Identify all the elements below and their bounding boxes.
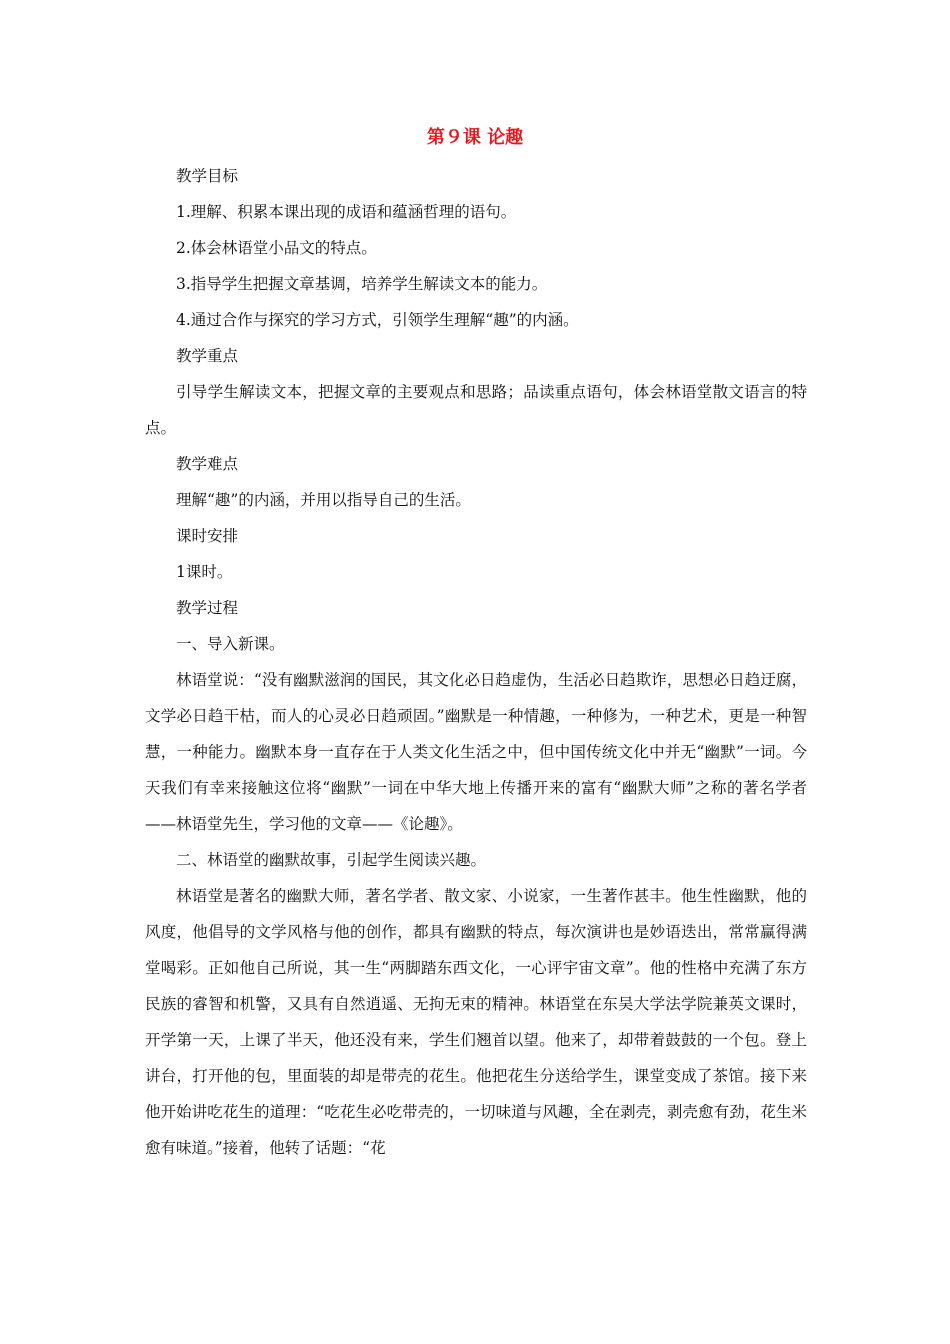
goal-item-4: 4.通过合作与探究的学习方式，引领学生理解“趣”的内涵。 [176, 311, 579, 329]
lesson-body [145, 158, 807, 1166]
heading-difficulties: 教学难点 [176, 455, 239, 473]
heading-teaching-goals: 教学目标 [176, 167, 239, 185]
key-points-text: 引导学生解读文本，把握文章的主要观点和思路；品读重点语句，体会林语堂散文语言的特点。 [145, 383, 807, 437]
goal-item-1: 1.理解、积累本课出现的成语和蕴涵哲理的语句。 [176, 203, 517, 221]
section-1-body: 林语堂说：“没有幽默滋润的国民，其文化必日趋虚伪，生活必日趋欺诈，思想必日趋迂腐，文学必日趋干枯，而人的心灵必日趋顽固。”幽默是一种情趣，一种修为，一种艺术，更是一种智慧，一种能力。幽默本身一直存在于人类文化生活之中，但中国传统文化中并无“幽默”一词。今天我们有幸来接触这位将“幽默”一词在中华大地上传播开来的富有“幽默大师”之称的著名学者——林语堂先生，学习他的文章——《论趣》。 [145, 671, 807, 833]
heading-schedule: 课时安排 [176, 527, 239, 545]
section-2-heading: 二、林语堂的幽默故事，引起学生阅读兴趣。 [176, 851, 487, 869]
schedule-text: 1课时。 [176, 563, 233, 581]
difficulties-text: 理解“趣”的内涵，并用以指导自己的生活。 [176, 491, 471, 509]
heading-key-points: 教学重点 [176, 347, 239, 365]
section-1-heading: 一、导入新课。 [176, 635, 285, 653]
goal-item-3: 3.指导学生把握文章基调，培养学生解读文本的能力。 [176, 275, 548, 293]
section-2-body: 林语堂是著名的幽默大师，著名学者、散文家、小说家，一生著作甚丰。他生性幽默，他的风度，他倡导的文学风格与他的创作，都具有幽默的特点，每次演讲也是妙语迭出，常常赢得满堂喝彩。正如他自己所说，其一生“两脚踏东西文化，一心评宇宙文章”。他的性格中充满了东方民族的睿智和机警，又具有自然逍遥、无拘无束的精神。林语堂在东吴大学法学院兼英文课时，开学第一天，上课了半天，他还没有来，学生们翘首以望。他来了，却带着鼓鼓的一个包。登上讲台，打开他的包，里面装的却是带壳的花生。他把花生分送给学生，课堂变成了茶馆。接下来他开始讲吃花生的道理：“吃花生必吃带壳的，一切味道与风趣，全在剥壳，剥壳愈有劲，花生米愈有味道。”接着，他转了话题：“花 [145, 887, 807, 1157]
heading-process: 教学过程 [176, 599, 239, 617]
goal-item-2: 2.体会林语堂小品文的特点。 [176, 239, 377, 257]
lesson-title: 第９课 论趣 [426, 127, 524, 148]
